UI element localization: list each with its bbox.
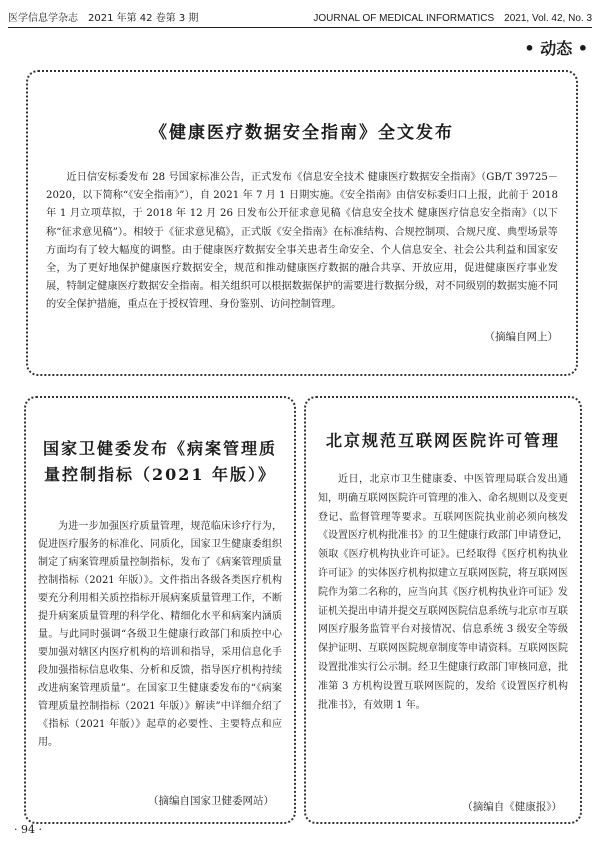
article-title: 北京规范互联网医院许可管理	[325, 431, 560, 450]
header-left: 医学信息学杂志 2021 年第 42 卷第 3 期	[8, 13, 199, 24]
article-title: 《健康医疗数据安全指南》全文发布	[150, 123, 454, 143]
page-number: · 94 ·	[14, 823, 42, 836]
article-medical-record-indicators	[24, 396, 296, 824]
article-source: （摘编自国家卫健委网站）	[148, 795, 274, 807]
article-body: 近日信安标委发布 28 号国家标准公告，正式发布《信息安全技术 健康医疗数据安全指南》（GB/T 39725－2020，以下简称“《安全指南》”），自 2021 年 7 月 1 日期实施。《安全指南》由信安标委归口上报，此前于 2018 年 1 月立项草拟，于 2018 年 12 月 26 日发布公开征求意见稿《信息安全技术 健康医疗信息安全指南》（以下称“征求意见稿”）。相较于《征求意见稿》，正式版《安全指南》在标准结构、合规控制项、合规尺度、典型场景等方面均有了较大幅度的调整。由于健康医疗数据安全事关患者生命安全、个人信息安全、社会公共利益和国家安全，为了更好地保护健康医疗数据安全，规范和推动健康医疗数据的融合共享、开放应用，促进健康医疗事业发展，特制定健康医疗数据安全指南。相关组织可以根据数据保护的需要进行数据分级，对不同级别的数据实施不同的安全保护措施，重点在于授权管理、身份鉴别、访问控制管理。	[46, 172, 558, 311]
article-body: 为进一步加强医疗质量管理，规范临床诊疗行为，促进医疗服务的标准化、同质化，国家卫生健康委组织制定了病案管理质量控制指标，发布了《病案管理质量控制指标（2021 年版）》。文件指出各级各类医疗机构要充分利用相关质控指标开展病案质量管理工作，不断提升病案质量管理的科学化、精细化水平和病案内涵质量。与此同时强调“各级卫生健康行政部门和质控中心要加强对辖区内医疗机构的培训和指导，采用信息化手段加强指标信息收集、分析和反馈，指导医疗机构持续改进病案管理质量”。在国家卫生健康委发布的“《病案管理质量控制指标（2021 年版）》解读”中详细介绍了《指标（2021 年版）》起草的必要性、主要特点和应用。	[38, 521, 282, 748]
section-tag: • 动态 •	[524, 39, 588, 58]
article-source: （摘编自《健康报》）	[462, 801, 562, 813]
article-body: 近日，北京市卫生健康委、中医管理局联合发出通知，明确互联网医院许可管理的准入、命名规则以及变更登记、监督管理等要求。互联网医院执业前必须向核发《设置医疗机构批准书》的卫生健康行政部门申请登记，领取《医疗机构执业许可证》。已经取得《医疗机构执业许可证》的实体医疗机构拟建立互联网医院，将互联网医院作为第二名称的，应当向其《医疗机构执业许可证》发证机关提出申请并提交互联网医院信息系统与北京市互联网医疗服务监管平台对接情况、信息系统 3 级安全等级保护证明、互联网医院规章制度等申请资料。互联网医院设置批准实行公示制。经卫生健康行政部门审核同意，批准第 3 方机构设置互联网医院的，发给《设置医疗机构批准书》，有效期 1 年。	[318, 474, 568, 711]
article-title: 国家卫健委发布《病案管理质量控制指标（2021 年版）》	[42, 439, 277, 484]
article-data-security-guide	[26, 70, 578, 376]
journal-header	[8, 4, 592, 28]
header-right: JOURNAL OF MEDICAL INFORMATICS 2021, Vol. 42, No. 3	[313, 13, 592, 24]
article-source: （摘编自网上）	[484, 330, 558, 343]
article-beijing-internet-hospital	[304, 396, 582, 824]
